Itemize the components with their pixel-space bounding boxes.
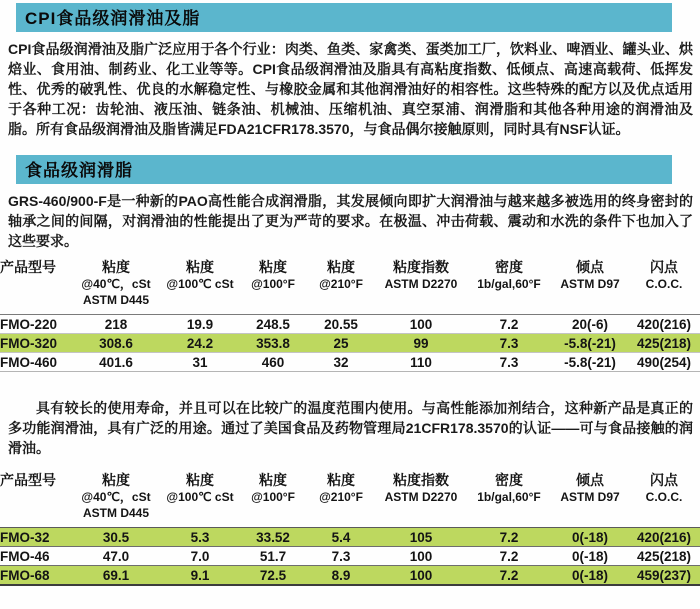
cell-model: FMO-68 [0, 566, 72, 586]
cell-value: 33.52 [240, 528, 306, 547]
section1-title-bar [16, 3, 672, 32]
cell-value: 460 [240, 353, 306, 372]
cell-value: 24.2 [160, 334, 240, 353]
table-row-fmo-46 [0, 547, 700, 566]
cell-value: 100 [376, 566, 466, 586]
cell-value: 353.8 [240, 334, 306, 353]
cell-value: 420(216) [628, 528, 700, 547]
cell-value: 99 [376, 334, 466, 353]
cell-value: 7.2 [466, 315, 552, 334]
table-row-fmo-320-highlighted [0, 334, 700, 353]
cell-value: 7.2 [466, 566, 552, 586]
spec-table-1 [0, 259, 700, 372]
cell-model: FMO-46 [0, 547, 72, 566]
section1-title: CPI食品级润滑油及脂 [25, 9, 201, 28]
cell-value: 7.2 [466, 547, 552, 566]
header-viscosity-100c: 粘度 @100℃ cSt [166, 472, 234, 504]
header-density: 密度 1b/gal,60°F [477, 472, 541, 504]
section1-paragraph: CPI食品级润滑油及脂广泛应用于各个行业：肉类、鱼类、家禽类、蛋类加工厂，饮料业、啤酒业、罐头业、烘焙业、食用油、制药业、化工业等等。CPI食品级润滑油及脂具有高粘度指数、低倾点、高速高载荷、低挥发性、优秀的破乳性、优良的水解稳定性、与橡胶金属和其他润滑油好的相容性。这些特殊的配方以及优点适用于各种工况：齿轮油、液压油、链条油、机械油、压缩机油、真空泵浦、润滑脂和其他各种用途的润滑油及脂。所有食品级润滑油及脂皆满足FDA21CFR178.3570，与食品偶尔接触原则，同时具有NSF认证。 [8, 41, 693, 137]
cell-value: 0(-18) [552, 566, 628, 586]
cell-value: 459(237) [628, 566, 700, 586]
header-pour-point: 倾点 ASTM D97 [560, 259, 620, 291]
cell-value: 425(218) [628, 547, 700, 566]
cell-value: 7.3 [466, 353, 552, 372]
cell-value: 218 [72, 315, 160, 334]
cell-value: 8.9 [306, 566, 376, 586]
cell-value: 20(-6) [552, 315, 628, 334]
header-viscosity-index: 粘度指数 ASTM D2270 [384, 472, 458, 504]
cell-value: 32 [306, 353, 376, 372]
header-viscosity-100c: 粘度 @100℃ cSt [166, 259, 234, 291]
cell-value: 490(254) [628, 353, 700, 372]
cell-value: 47.0 [72, 547, 160, 566]
cell-value: 425(218) [628, 334, 700, 353]
table-header-row [0, 259, 700, 315]
cell-model: FMO-32 [0, 528, 72, 547]
cell-value: 420(216) [628, 315, 700, 334]
section2-paragraph: GRS-460/900-F是一种新的PAO高性能合成润滑脂，其发展倾向即扩大润滑油与越来越多被选用的终身密封的轴承之间的间隔，对润滑油的性能提出了更为严苛的要求。在极温、冲击荷载、震动和水洗的条件下也加入了这些要求。 [8, 193, 693, 249]
table-row-fmo-32-highlighted [0, 528, 700, 547]
header-viscosity-index: 粘度指数 ASTM D2270 [384, 259, 458, 291]
cell-value: 5.3 [160, 528, 240, 547]
cell-value: 7.3 [306, 547, 376, 566]
header-product-model: 产品型号 [0, 259, 56, 275]
table-row-fmo-68-highlighted [0, 566, 700, 586]
cell-value: 30.5 [72, 528, 160, 547]
cell-model: FMO-460 [0, 353, 72, 372]
table-row-fmo-220 [0, 315, 700, 334]
cell-value: 7.2 [466, 528, 552, 547]
cell-value: 110 [376, 353, 466, 372]
cell-value: 248.5 [240, 315, 306, 334]
cell-value: 9.1 [160, 566, 240, 586]
header-viscosity-40c: 粘度 @40℃，cSt ASTM D445 [81, 472, 151, 520]
cell-value: 31 [160, 353, 240, 372]
header-flash-point: 闪点 C.O.C. [645, 472, 683, 504]
cell-value: 72.5 [240, 566, 306, 586]
table-row-fmo-460 [0, 353, 700, 372]
header-viscosity-100f: 粘度 @100°F [251, 259, 295, 291]
table-header-row [0, 472, 700, 528]
cell-value: 100 [376, 315, 466, 334]
header-flash-point: 闪点 C.O.C. [645, 259, 683, 291]
header-viscosity-210f: 粘度 @210°F [319, 259, 363, 291]
cell-value: 0(-18) [552, 547, 628, 566]
cell-value: 7.0 [160, 547, 240, 566]
spacer [0, 458, 700, 464]
spacer [0, 139, 700, 152]
cell-value: 19.9 [160, 315, 240, 334]
cell-value: 7.3 [466, 334, 552, 353]
header-viscosity-100f: 粘度 @100°F [251, 472, 295, 504]
cell-value: 0(-18) [552, 528, 628, 547]
cell-value: 308.6 [72, 334, 160, 353]
cell-value: 401.6 [72, 353, 160, 372]
spec-table-2 [0, 472, 700, 586]
cell-value: 100 [376, 547, 466, 566]
header-product-model: 产品型号 [0, 472, 56, 488]
cell-value: 25 [306, 334, 376, 353]
cell-value: 5.4 [306, 528, 376, 547]
cell-value: -5.8(-21) [552, 353, 628, 372]
header-density: 密度 1b/gal,60°F [477, 259, 541, 291]
cell-value: 105 [376, 528, 466, 547]
cell-value: 20.55 [306, 315, 376, 334]
section2-title-bar [16, 155, 672, 184]
cell-value: 51.7 [240, 547, 306, 566]
header-pour-point: 倾点 ASTM D97 [560, 472, 620, 504]
header-viscosity-210f: 粘度 @210°F [319, 472, 363, 504]
header-viscosity-40c: 粘度 @40℃，cSt ASTM D445 [81, 259, 151, 307]
section3-paragraph: 具有较长的使用寿命，并且可以在比较广的温度范围内使用。与高性能添加剂结合，这种新产品是真正的多功能润滑油，具有广泛的用途。通过了美国食品及药物管理局21CFR178.3570的认证——可与食品接触的润滑油。 [8, 400, 693, 456]
section2-title: 食品级润滑脂 [25, 161, 133, 180]
cell-value: -5.8(-21) [552, 334, 628, 353]
cell-model: FMO-220 [0, 315, 72, 334]
cell-value: 69.1 [72, 566, 160, 586]
cell-model: FMO-320 [0, 334, 72, 353]
spacer [0, 372, 700, 391]
